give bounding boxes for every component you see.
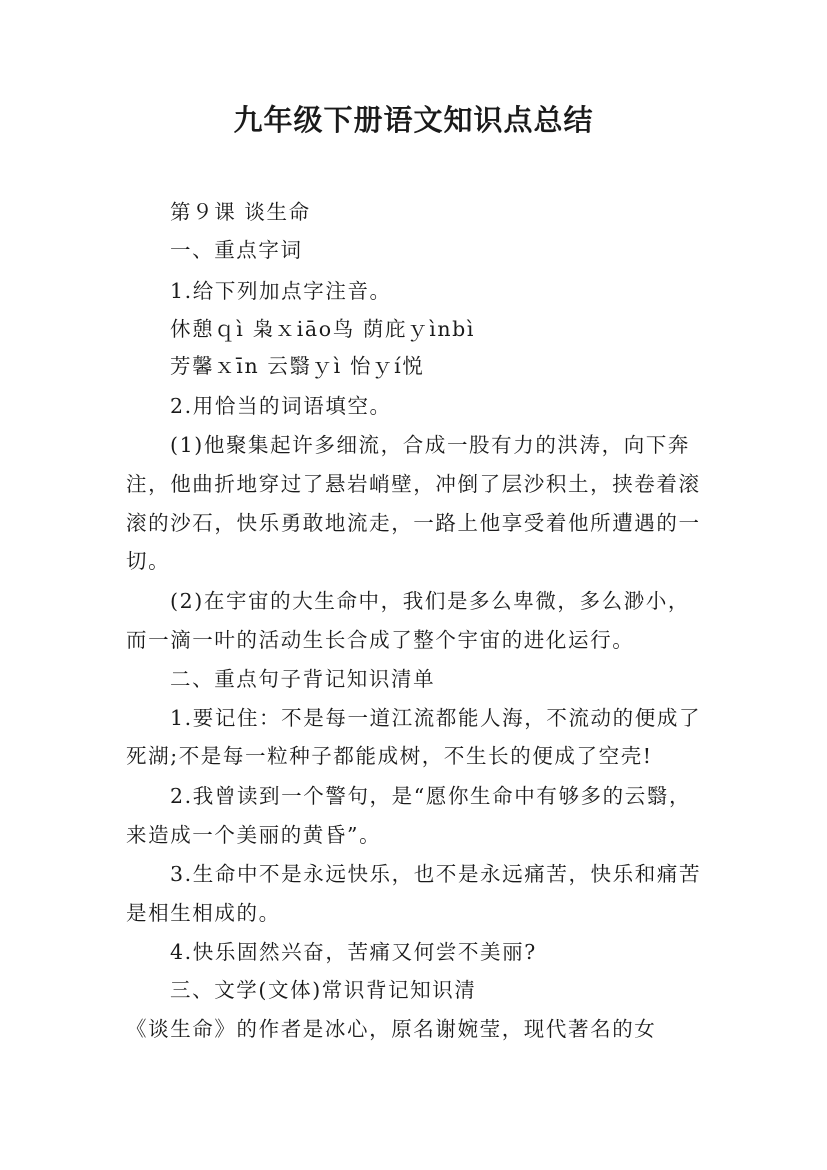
lesson-heading: 第９课 谈生命 [170, 200, 311, 224]
paragraph-line: 注，他曲折地穿过了悬岩峭壁，冲倒了层沙积土，挟卷着滚 [126, 472, 701, 496]
question-line: 1.给下列加点字注音。 [170, 279, 392, 303]
section-heading: 二、重点句子背记知识清单 [170, 667, 436, 691]
document-title: 九年级下册语文知识点总结 [233, 103, 594, 137]
pinyin-line: 休憩ｑì 枭ｘiāo鸟 荫庇ｙìnbì [170, 317, 476, 341]
paragraph-line: 3.生命中不是永远快乐，也不是永远痛苦，快乐和痛苦 [170, 862, 702, 886]
paragraph-line: 来造成一个美丽的黄昏”。 [126, 823, 382, 847]
paragraph-line: 2.我曾读到一个警句，是“愿你生命中有够多的云翳， [170, 784, 692, 808]
paragraph-line: 1.要记住：不是每一道江流都能人海，不流动的便成了 [170, 706, 702, 730]
paragraph-line: 切。 [126, 549, 171, 573]
section-heading: 一、重点字词 [170, 238, 303, 262]
question-line: 2.用恰当的词语填空。 [170, 394, 392, 418]
paragraph-line: 是相生相成的。 [126, 901, 281, 925]
paragraph-line: 《谈生命》的作者是冰心，原名谢婉莹，现代著名的女 [126, 1017, 657, 1041]
paragraph-line: (1)他聚集起许多细流，合成一股有力的洪涛，向下奔 [170, 433, 691, 457]
paragraph-line: 4.快乐固然兴奋，苦痛又何尝不美丽? [170, 940, 537, 964]
section-heading: 三、文学(文体)常识背记知识清 [170, 978, 477, 1002]
paragraph-line: (2)在宇宙的大生命中，我们是多么卑微，多么渺小， [170, 589, 691, 613]
paragraph-line: 而一滴一叶的活动生长合成了整个宇宙的进化运行。 [126, 628, 635, 652]
paragraph-line: 滚的沙石，快乐勇敢地流走，一路上他享受着他所遭遇的一 [126, 511, 701, 535]
pinyin-line: 芳馨ｘīn 云翳ｙì 怡ｙí悦 [170, 354, 425, 378]
paragraph-line: 死湖;不是每一粒种子都能成树，不生长的便成了空壳! [126, 744, 653, 768]
